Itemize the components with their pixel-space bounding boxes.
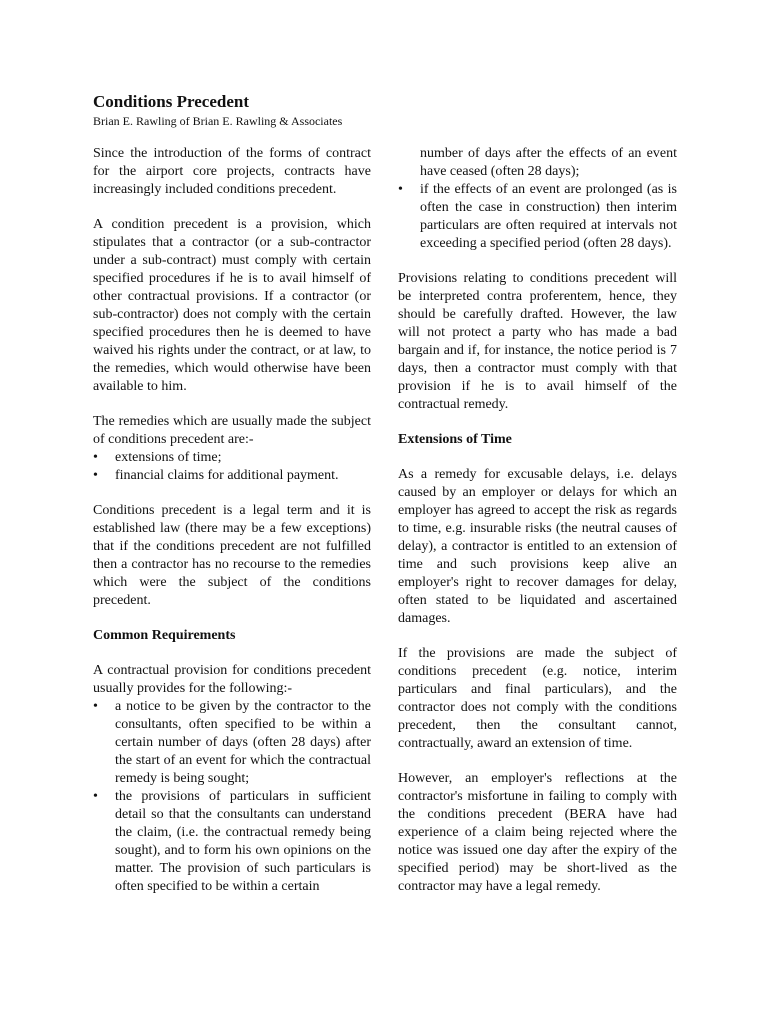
list-item-text: if the effects of an event are prolonged (as is often the case in construction) then interim particulars are often required at intervals not exceeding a specified period (often 28 days). [420, 182, 677, 251]
paragraph-legal-remedy: However, an employer's reflections at the contractor's misfortune in failing to comply with the conditions precedent (BERA have had experience of a claim being rejected where the notice was issued one day after the expiry of the specified period) may be short-lived as the contractor may have a legal remedy. [398, 771, 677, 894]
right-column [398, 145, 677, 913]
paragraph-non-compliance: If the provisions are made the subject of conditions precedent (e.g. notice, interim particulars and final particulars), and the contractor does not comply with the conditions precedent, then the consultant cannot, contractually, award an extension of time. [398, 646, 677, 751]
paragraph-contra-proferentem: Provisions relating to conditions precedent will be interpreted contra proferentem, hence, they should be carefully drafted. However, the law will not protect a party who has made a bad bargain and if, for instance, the notice period is 7 days, then a contractor must comply with that provision if he is to avail himself of the contractual remedy. [398, 271, 677, 412]
paragraph-excusable-delays: As a remedy for excusable delays, i.e. delays caused by an employer or delays for which an employer has agreed to accept the risk as regards to time, e.g. insurable risks (the neutral causes of delay), a contractor is entitled to an extension of time and such provisions keep alive an employer's right to recover damages for delay, often stated to be liquidated and ascertained damages. [398, 467, 677, 626]
remedies-list [93, 449, 371, 485]
list-item [93, 698, 371, 788]
paragraph-provision-intro: A contractual provision for conditions precedent usually provides for the following:- [93, 663, 371, 696]
page-title: Conditions Precedent [93, 92, 249, 111]
bullet-icon: • [93, 789, 98, 804]
list-item-text: financial claims for additional payment. [115, 468, 339, 483]
bullet-icon: • [93, 450, 98, 465]
list-item [398, 181, 677, 253]
bullet-icon: • [93, 468, 98, 483]
left-column [93, 145, 371, 913]
paragraph-intro: Since the introduction of the forms of contract for the airport core projects, contracts have increasingly included conditions precedent. [93, 146, 371, 197]
list-item [93, 788, 371, 896]
list-item-text: a notice to be given by the contractor to the consultants, often specified to be within a certain number of days (often 28 days) after the start of an event for which the contractual remedy is being sought; [115, 699, 371, 786]
requirements-list-continued [398, 181, 677, 253]
requirements-list [93, 698, 371, 896]
bullet-icon: • [93, 699, 98, 714]
list-item-text: extensions of time; [115, 450, 222, 465]
bullet-icon: • [398, 182, 403, 197]
author-byline: Brian E. Rawling of Brian E. Rawling & Associates [93, 114, 343, 128]
paragraph-definition: A condition precedent is a provision, which stipulates that a contractor (or a sub-contractor under a sub-contract) must comply with certain specified procedures if he is to avail himself of other contractual provisions. If a contractor (or sub-contractor) does not comply with the certain specified procedures then he is deemed to have waived his rights under the contract, or at law, to the remedies, which would otherwise have been available to him. [93, 217, 371, 394]
list-item [93, 449, 371, 467]
list-item [93, 467, 371, 485]
section-heading-common-requirements: Common Requirements [93, 628, 236, 643]
paragraph-legal-term: Conditions precedent is a legal term and it is established law (there may be a few exceptions) that if the conditions precedent are not fulfilled then a contractor has no recourse to the remedies which were the subject of the conditions precedent. [93, 503, 371, 608]
paragraph-remedies-intro: The remedies which are usually made the subject of conditions precedent are:- [93, 414, 371, 447]
list-item-text: the provisions of particulars in sufficient detail so that the consultants can understand the claim, (i.e. the contractual remedy being sought), and to form his own opinions on the matter. The provision of such particulars is often specified to be within a certain [115, 789, 371, 894]
list-item-continuation: number of days after the effects of an event have ceased (often 28 days); [420, 146, 677, 179]
section-heading-extensions-of-time: Extensions of Time [398, 432, 512, 447]
